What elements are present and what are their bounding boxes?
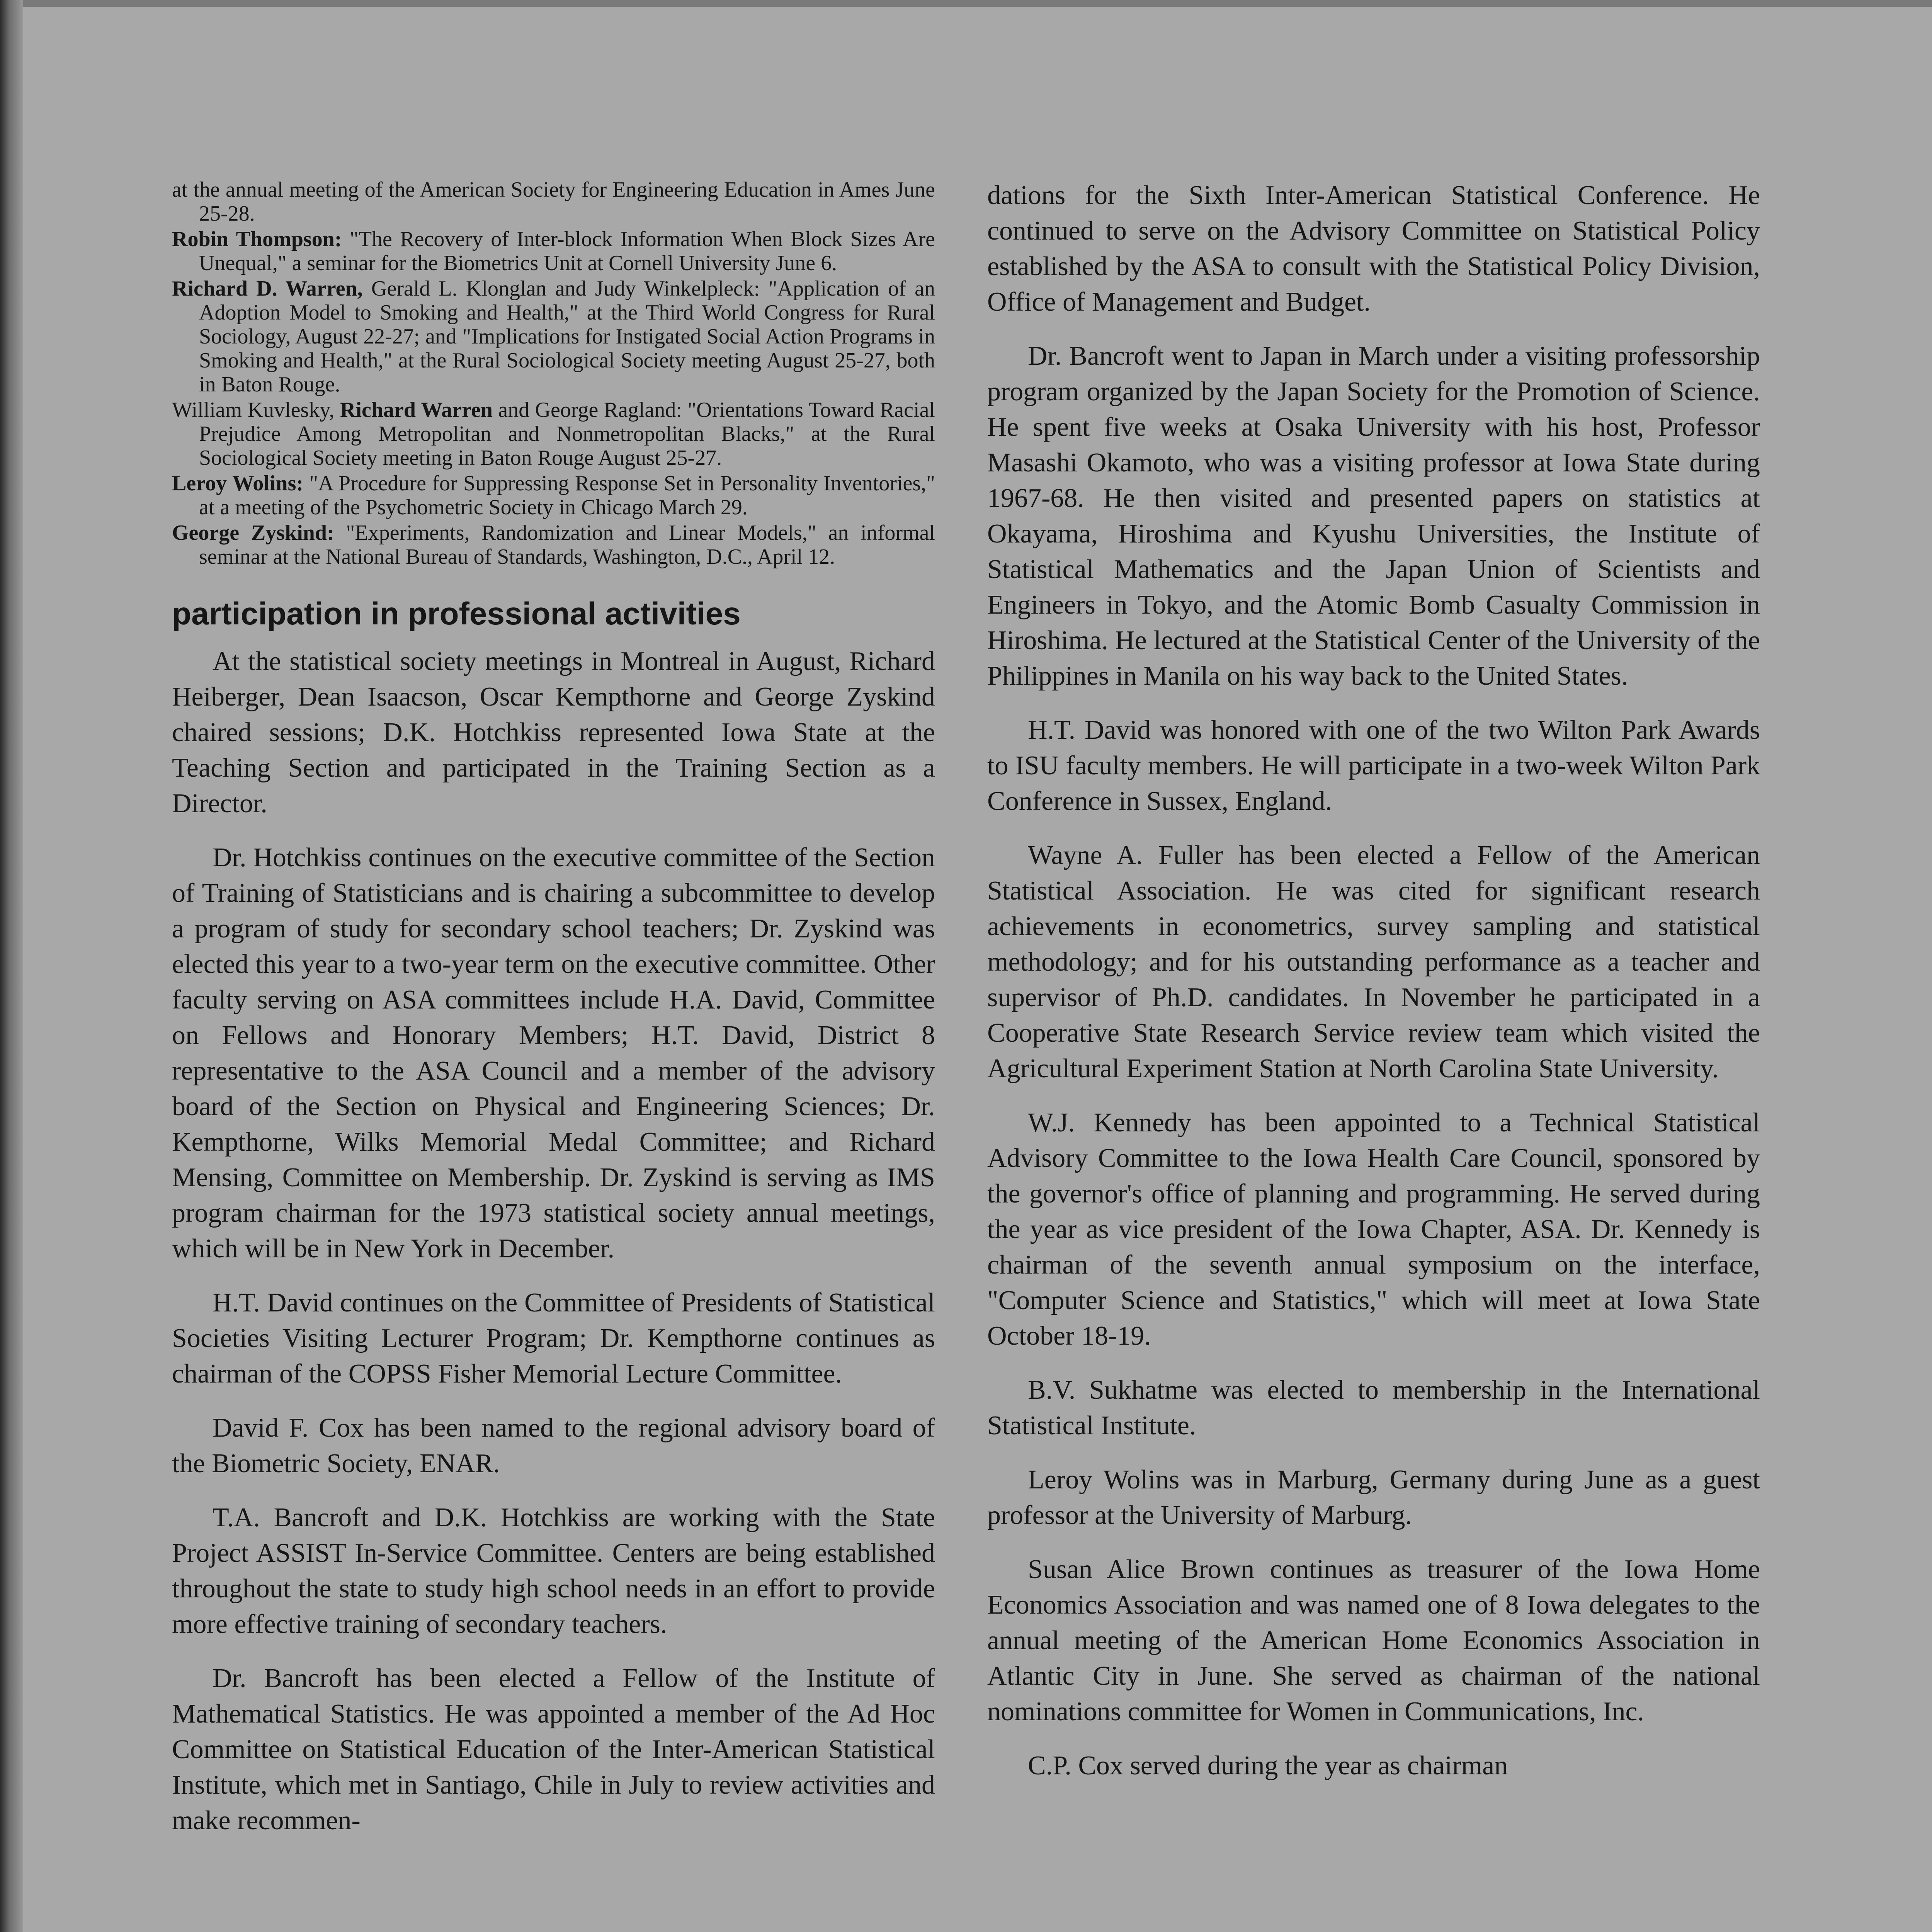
coauthor-name: William Kuvlesky, (172, 398, 340, 422)
body-paragraph: Dr. Bancroft has been elected a Fellow of the Institute of Mathematical Statistics. He was appointed a member of the Ad Hoc Committee on Statistical Education of the Inter-American Statistical Institute, which met in Santiago, Chile in July to review activities and make recommen- (172, 1663, 935, 1835)
presentation-entry (172, 471, 935, 519)
presenter-name: George Zyskind: (172, 521, 334, 545)
presentation-entry (172, 277, 935, 396)
presentation-entry (172, 398, 935, 470)
presenter-name: Richard D. Warren, (172, 277, 363, 301)
presenter-name: Richard Warren (340, 398, 493, 422)
presentation-entry (172, 178, 935, 226)
presentation-text: "A Procedure for Suppressing Response Set in Personality Inventories," at a meeting of the Psychometric Society in Chicago March 29. (199, 471, 935, 519)
body-paragraph: H.T. David continues on the Committee of Presidents of Statistical Societies Visiting Lecturer Program; Dr. Kempthorne continues as chairman of the COPSS Fisher Memorial Lecture Committee. (172, 1288, 935, 1389)
presentation-entry (172, 521, 935, 569)
right-column (987, 178, 1760, 1802)
body-paragraph: B.V. Sukhatme was elected to membership in the International Statistical Institute. (987, 1375, 1760, 1440)
body-paragraph: At the statistical society meetings in Montreal in August, Richard Heiberger, Dean Isaacson, Oscar Kempthorne and George Zyskind chaired sessions; D.K. Hotchkiss represented Iowa State at the Teaching Section and participated in the Training Section as a Director. (172, 646, 935, 818)
body-paragraph: Susan Alice Brown continues as treasurer of the Iowa Home Economics Association and was named one of 8 Iowa delegates to the annual meeting of the American Home Economics Association in Atlantic City in June. She served as chairman of the national nominations committee for Women in Communications, Inc. (987, 1554, 1760, 1726)
section-heading: participation in professional activities (172, 596, 741, 631)
left-column (172, 178, 935, 1857)
body-paragraph: Dr. Hotchkiss continues on the executive committee of the Section of Training of Statisticians and is chairing a subcommittee to develop a program of study for secondary school teachers; Dr. Zyskind was elected this year to a two-year term on the executive committee. Other faculty serving on ASA committees include H.A. David, Committee on Fellows and Honorary Members; H.T. David, District 8 representative to the ASA Council and a member of the advisory board of the Section on Physical and Engineering Sciences; Dr. Kempthorne, Wilks Memorial Medal Committee; and Richard Mensing, Committee on Membership. Dr. Zyskind is serving as IMS program chairman for the 1973 statistical society annual meetings, which will be in New York in December. (172, 843, 935, 1264)
body-paragraph: Wayne A. Fuller has been elected a Fellow of the American Statistical Association. He was cited for significant research achievements in econometrics, survey sampling and statistical methodology; and for his outstanding performance as a teacher and supervisor of Ph.D. candidates. In November he participated in a Cooperative State Research Service review team which visited the Agricultural Experiment Station at North Carolina State University. (987, 840, 1760, 1083)
body-paragraph: David F. Cox has been named to the regional advisory board of the Biometric Society, ENAR. (172, 1413, 935, 1478)
body-paragraph: W.J. Kennedy has been appointed to a Technical Statistical Advisory Committee to the Iowa Health Care Council, sponsored by the governor's office of planning and programming. He served during the year as vice president of the Iowa Chapter, ASA. Dr. Kennedy is chairman of the seventh annual symposium on the interface, "Computer Science and Statistics," which will meet at Iowa State October 18-19. (987, 1108, 1760, 1351)
presentation-text: Gerald L. Klonglan and Judy Winkelpleck: "Application of an Adoption Model to Smoking and Health," at the Third World Congress for Rural Sociology, August 22-27; and "Implications for Instigated Social Action Programs in Smoking and Health," at the Rural Sociological Society meeting August 25-27, both in Baton Rouge. (199, 277, 935, 396)
presentation-text: and George Ragland: "Orientations Toward Racial Prejudice Among Metropolitan and Nonmetropolitan Blacks," at the Rural Sociological Society meeting in Baton Rouge August 25-27. (199, 398, 935, 470)
presenter-name: Leroy Wolins: (172, 471, 304, 495)
body-paragraph: T.A. Bancroft and D.K. Hotchkiss are working with the State Project ASSIST In-Service Committee. Centers are being established throughout the state to study high school needs in an effort to provide more effective training of secondary teachers. (172, 1503, 935, 1639)
body-paragraph: Dr. Bancroft went to Japan in March under a visiting professorship program organized by the Japan Society for the Promotion of Science. He spent five weeks at Osaka University with his host, Professor Masashi Okamoto, who was a visiting professor at Iowa State during 1967-68. He then visited and presented papers on statistics at Okayama, Hiroshima and Kyushu Universities, the Institute of Statistical Mathematics and the Japan Union of Scientists and Engineers in Tokyo, and the Atomic Bomb Casualty Commission in Hiroshima. He lectured at the Statistical Center of the University of the Philippines in Manila on his way back to the United States. (987, 341, 1760, 691)
body-paragraph-continued: dations for the Sixth Inter-American Statistical Conference. He continued to serve on the Advisory Committee on Statistical Policy established by the ASA to consult with the Statistical Policy Division, Office of Management and Budget. (987, 180, 1760, 317)
body-paragraph: H.T. David was honored with one of the two Wilton Park Awards to ISU faculty members. He will participate in a two-week Wilton Park Conference in Sussex, England. (987, 715, 1760, 816)
body-paragraph: Leroy Wolins was in Marburg, Germany during June as a guest professor at the University of Marburg. (987, 1465, 1760, 1530)
presenter-name: Robin Thompson: (172, 227, 342, 251)
presentation-text: "Experiments, Randomization and Linear Models," an informal seminar at the National Bureau of Standards, Washington, D.C., April 12. (199, 521, 935, 569)
presentation-text: "The Recovery of Inter-block Information When Block Sizes Are Unequal," a seminar for the Biometrics Unit at Cornell University June 6. (199, 227, 935, 275)
binding-shadow (0, 0, 23, 1932)
presentation-entry (172, 227, 935, 275)
body-paragraph: C.P. Cox served during the year as chairman (1028, 1751, 1508, 1781)
presentation-text: at the annual meeting of the American Society for Engineering Education in Ames June 25-28. (172, 178, 935, 226)
presentations-list (172, 178, 935, 569)
page-top-edge (0, 0, 1932, 7)
